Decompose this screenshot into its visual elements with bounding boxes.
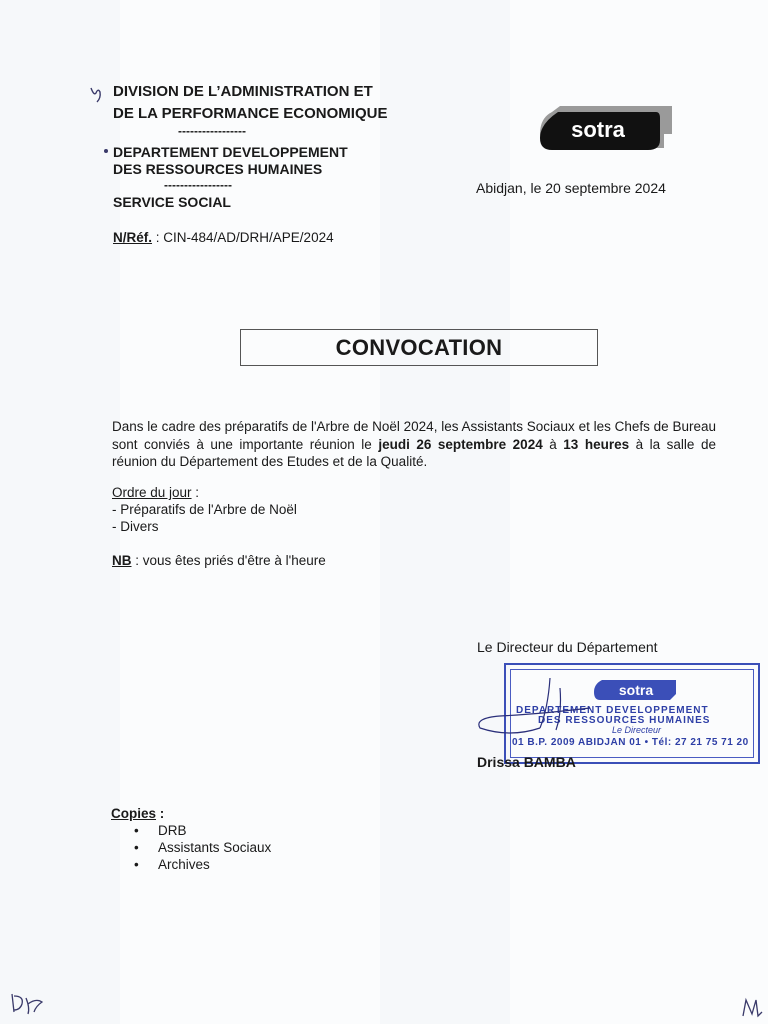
handwritten-mark bbox=[102, 147, 110, 155]
body-paragraph bbox=[112, 418, 716, 471]
nb-text: : vous êtes priés d'être à l'heure bbox=[131, 553, 326, 568]
document-title-box bbox=[240, 329, 598, 366]
stamp-logo-text: sotra bbox=[618, 682, 654, 698]
handwritten-mark bbox=[88, 84, 108, 104]
signatory-title: Le Directeur du Département bbox=[477, 639, 658, 655]
signatory-name: Drissa BAMBA bbox=[477, 754, 576, 770]
department-line-2: DES RESSOURCES HUMAINES bbox=[113, 161, 323, 177]
reference bbox=[113, 229, 334, 246]
handwritten-initials bbox=[740, 996, 764, 1020]
logo-text: sotra bbox=[571, 117, 625, 142]
copies-item: • DRB bbox=[134, 822, 271, 839]
copies-list bbox=[134, 822, 271, 873]
stamp-line: DES RESSOURCES HUMAINES bbox=[538, 715, 711, 726]
copies-label-suffix: : bbox=[156, 806, 165, 821]
nb-note bbox=[112, 552, 326, 569]
reference-value: : CIN-484/AD/DRH/APE/2024 bbox=[152, 230, 334, 245]
stamp-line: Le Directeur bbox=[612, 725, 662, 735]
handwritten-signature bbox=[470, 668, 630, 748]
sotra-logo bbox=[538, 104, 672, 154]
handwritten-initials bbox=[6, 988, 50, 1018]
service-name: SERVICE SOCIAL bbox=[113, 194, 231, 210]
stamp-address: 01 B.P. 2009 ABIDJAN 01 • Tél: 27 21 75 71 20 bbox=[512, 737, 749, 748]
scan-shade bbox=[380, 0, 510, 1024]
stamp-line: DEPARTEMENT DEVELOPPEMENT bbox=[516, 705, 709, 716]
division-line-1: DIVISION DE L’ADMINISTRATION ET bbox=[113, 83, 373, 100]
document-title: CONVOCATION bbox=[335, 334, 503, 360]
agenda-label-suffix: : bbox=[191, 485, 200, 500]
agenda-label: Ordre du jour bbox=[112, 485, 192, 500]
reference-label: N/Réf. bbox=[113, 230, 153, 245]
agenda-heading bbox=[112, 484, 199, 501]
body-text: Dans le cadre des préparatifs de l'Arbre de Noël 2024, les Assistants Sociaux et les Chefs de Bureau sont conviés à une importante réunion le bbox=[112, 419, 716, 452]
nb-label: NB bbox=[112, 553, 132, 568]
division-line-2: DE LA PERFORMANCE ECONOMIQUE bbox=[113, 105, 388, 122]
body-text: à bbox=[542, 436, 564, 452]
separator: ----------------- bbox=[164, 178, 232, 192]
body-text: à la salle de réunion du Département des Etudes et de la Qualité. bbox=[112, 436, 716, 469]
copies-heading bbox=[111, 805, 164, 822]
meeting-date: jeudi 26 septembre 2024 bbox=[378, 436, 543, 452]
agenda-item: - Divers bbox=[112, 519, 159, 534]
separator: ----------------- bbox=[178, 124, 246, 138]
copies-item: • Assistants Sociaux bbox=[134, 839, 271, 856]
copies-item: • Archives bbox=[134, 856, 271, 873]
meeting-time: 13 heures bbox=[563, 436, 630, 452]
copies-label: Copies bbox=[111, 806, 157, 821]
agenda-item: - Préparatifs de l'Arbre de Noël bbox=[112, 502, 297, 517]
date-line: Abidjan, le 20 septembre 2024 bbox=[476, 180, 666, 196]
department-line-1: DEPARTEMENT DEVELOPPEMENT bbox=[113, 144, 348, 160]
